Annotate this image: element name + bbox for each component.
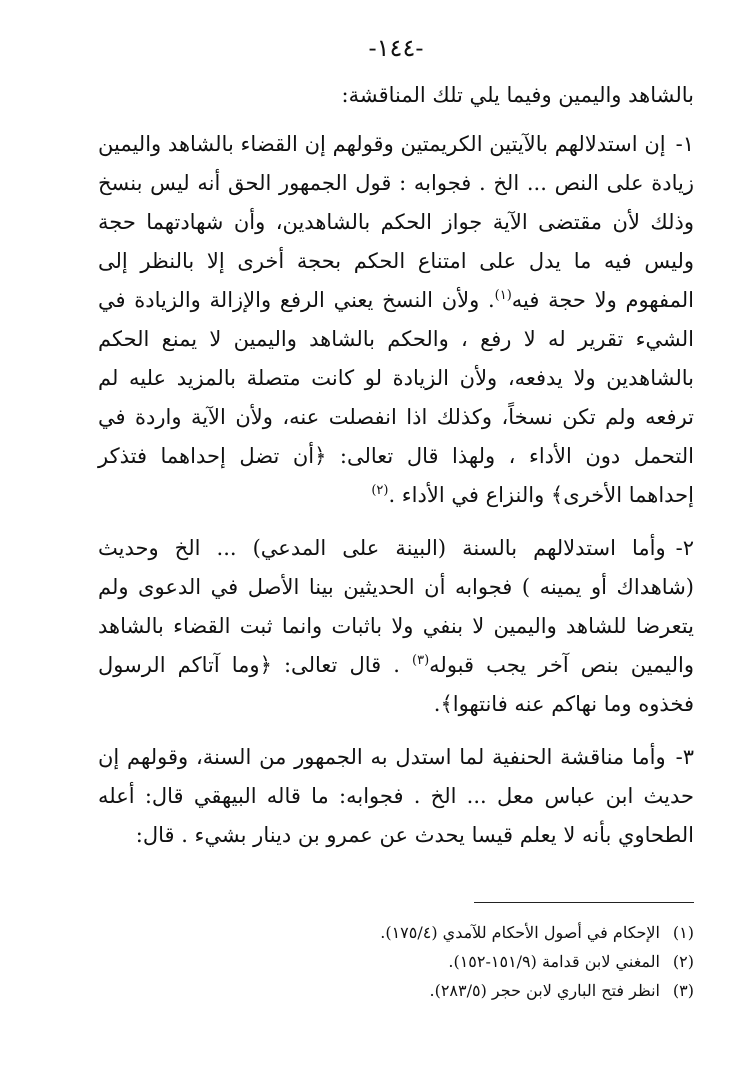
body-text [98, 76, 694, 855]
point-text: إن استدلالهم بالآيتين الكريمتين وقولهم إن القضاء بالشاهد واليمين زيادة على النص ... الخ . فجوابه : قول الجمهور الحق أنه ليس بنسخ وذلك لأن مقتضى الآية جواز الحكم بالشاهدين، وأن شهادتهما حجة وليس فيه ما يدل على امتناع الحكم بحجة أخرى إلا بالنظر إلى المفهوم ولا حجة فيه [98, 132, 694, 312]
point-number: ٣- [675, 745, 694, 769]
point-paragraph-1 [98, 125, 694, 515]
footnote-number: (١) [672, 923, 694, 942]
point-text: . ولأن النسخ يعني الرفع والإزالة والزيادة في الشيء تقرير له لا رفع ، والحكم بالشاهد واليمين لا يمنع الحكم بالشاهدين ولا يدفعه، ولأن الزيادة لو كانت متصلة بالمزيد عليه لم ترفعه ولم تكن نسخاً، وكذلك اذا انفصلت عنه، ولأن الآية واردة في التحمل دون الأداء ، ولهذا قال تعالى: ﴿أن تضل إحداهما فتذكر إحداهما الأخرى﴾ والنزاع في الأداء . [98, 288, 694, 507]
point-text: وأما استدلالهم بالسنة (البينة على المدعي) ... الخ وحديث (شاهداك أو يمينه ) فجوابه أن الحديثين بينا الأصل في الدعوى ولم يتعرضا للشاهد واليمين لا بنفي ولا باثبات وانما ثبت القضاء بالشاهد واليمين بنص آخر يجب قبوله [98, 536, 694, 677]
point-paragraph-2 [98, 529, 694, 724]
intro-paragraph: بالشاهد واليمين وفيما يلي تلك المناقشة: [341, 83, 694, 107]
footnote-ref: (١) [494, 288, 512, 303]
footnotes-list [98, 918, 694, 1005]
footnote-item [98, 976, 694, 1005]
point-number: ١- [675, 132, 694, 156]
document-page [98, 26, 694, 1066]
point-text: . قال تعالى: ﴿وما آتاكم الرسول فخذوه وما نهاكم عنه فانتهوا﴾. [98, 653, 694, 716]
point-number: ٢- [675, 536, 694, 560]
point-text: وأما مناقشة الحنفية لما استدل به الجمهور من السنة، وقولهم إن حديث ابن عباس معل ... الخ . فجوابه: ما قاله البيهقي قال: أعله الطحاوي بأنه لا يعلم قيسا يحدث عن عمرو بن دينار بشيء . قال: [98, 745, 694, 847]
footnote-number: (٣) [672, 981, 694, 1000]
page-number: -١٤٤- [368, 34, 424, 62]
footnote-number: (٢) [672, 952, 694, 971]
footnote-text: الإحكام في أصول الأحكام للآمدي (١٧٥/٤). [380, 923, 660, 942]
footnote-item [98, 918, 694, 947]
footnote-divider [474, 902, 694, 903]
footnote-ref: (٣) [412, 653, 430, 668]
footnote-item [98, 947, 694, 976]
footnote-text: المغني لابن قدامة (١٥١/٩-١٥٢). [448, 952, 660, 971]
point-paragraph-3 [98, 738, 694, 855]
footnote-text: انظر فتح الباري لابن حجر (٢٨٣/٥). [429, 981, 660, 1000]
footnote-ref: (٢) [371, 483, 389, 498]
